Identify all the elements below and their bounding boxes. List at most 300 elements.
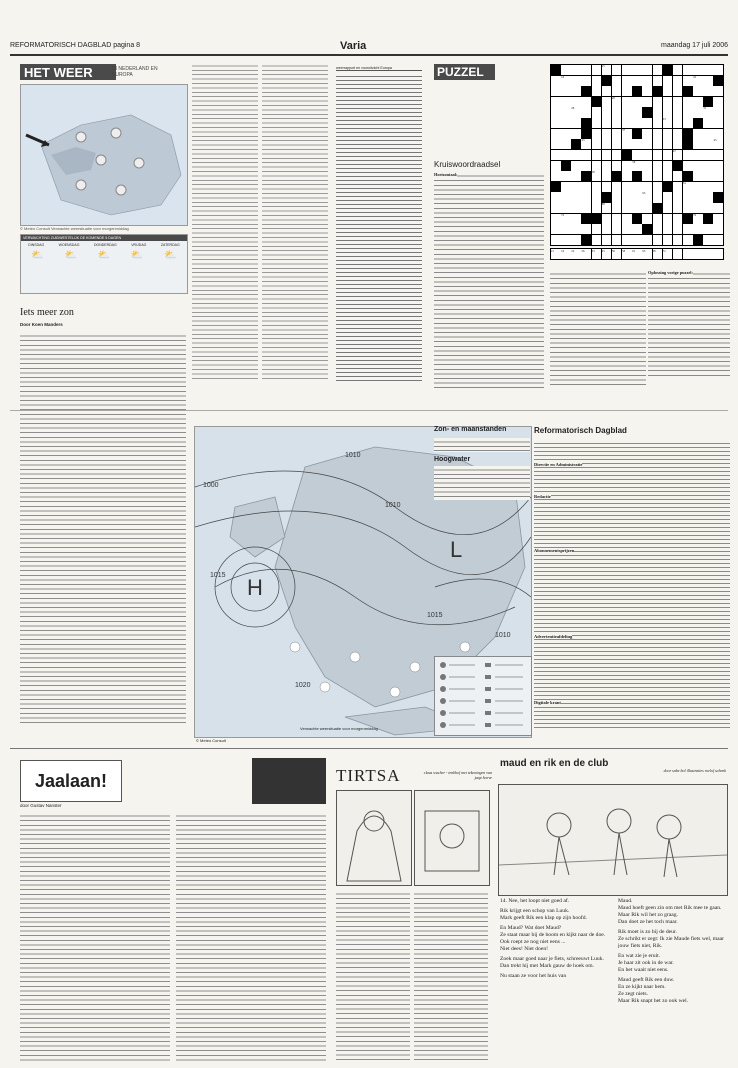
crossword-cell[interactable] [663, 182, 673, 192]
crossword-cell[interactable] [632, 139, 642, 149]
crossword-cell[interactable] [703, 129, 713, 139]
solution-cell[interactable]: 22 [571, 249, 581, 259]
crossword-cell[interactable] [632, 224, 642, 234]
crossword-cell[interactable] [663, 192, 673, 202]
crossword-cell[interactable] [561, 86, 571, 96]
crossword-cell[interactable] [602, 97, 612, 107]
crossword-cell[interactable] [602, 139, 612, 149]
crossword-cell[interactable] [581, 129, 591, 139]
crossword-cell[interactable] [632, 203, 642, 213]
crossword-cell[interactable] [653, 203, 663, 213]
crossword-cell[interactable] [683, 192, 693, 202]
crossword-cell[interactable] [571, 129, 581, 139]
crossword-cell[interactable] [622, 139, 632, 149]
solution-cell[interactable]: 15 [551, 249, 561, 259]
crossword-cell[interactable] [673, 192, 683, 202]
crossword-cell[interactable] [612, 118, 622, 128]
crossword-cell[interactable] [663, 86, 673, 96]
crossword-cell[interactable] [551, 235, 561, 245]
crossword-cell[interactable] [673, 235, 683, 245]
crossword-cell[interactable] [571, 182, 581, 192]
crossword-cell[interactable] [561, 150, 571, 160]
crossword-cell[interactable] [561, 171, 571, 181]
crossword-cell[interactable] [642, 86, 652, 96]
crossword-cell[interactable] [653, 118, 663, 128]
crossword-cell[interactable] [561, 65, 571, 75]
crossword-cell[interactable] [581, 182, 591, 192]
crossword-cell[interactable] [663, 97, 673, 107]
crossword-cell[interactable] [612, 76, 622, 86]
crossword-cell[interactable] [653, 224, 663, 234]
crossword-cell[interactable] [632, 76, 642, 86]
crossword-cell[interactable] [551, 203, 561, 213]
crossword-cell[interactable] [561, 139, 571, 149]
crossword-cell[interactable] [581, 224, 591, 234]
crossword-cell[interactable] [693, 235, 703, 245]
crossword-cell[interactable] [693, 97, 703, 107]
crossword-cell[interactable] [602, 182, 612, 192]
crossword-cell[interactable] [653, 65, 663, 75]
crossword-cell[interactable] [673, 65, 683, 75]
crossword-cell[interactable] [592, 65, 602, 75]
crossword-cell[interactable] [713, 161, 723, 171]
crossword-cell[interactable] [713, 150, 723, 160]
crossword-cell[interactable] [653, 139, 663, 149]
crossword-cell[interactable] [602, 76, 612, 86]
crossword-cell[interactable] [673, 203, 683, 213]
crossword-cell[interactable] [653, 107, 663, 117]
solution-cell[interactable]: 65 [642, 249, 652, 259]
crossword-cell[interactable] [713, 129, 723, 139]
crossword-cell[interactable] [581, 235, 591, 245]
crossword-cell[interactable] [673, 161, 683, 171]
crossword-cell[interactable]: 65 [642, 192, 652, 202]
crossword-cell[interactable] [551, 161, 561, 171]
crossword-cell[interactable] [642, 171, 652, 181]
crossword-cell[interactable] [612, 171, 622, 181]
crossword-cell[interactable] [571, 214, 581, 224]
crossword-cell[interactable]: 61 [683, 182, 693, 192]
crossword-cell[interactable] [663, 139, 673, 149]
crossword-cell[interactable]: 45 [713, 139, 723, 149]
crossword-cell[interactable] [703, 171, 713, 181]
crossword-cell[interactable] [703, 150, 713, 160]
crossword-cell[interactable] [703, 224, 713, 234]
crossword-cell[interactable] [713, 65, 723, 75]
crossword-cell[interactable] [653, 171, 663, 181]
crossword-cell[interactable] [642, 235, 652, 245]
crossword-cell[interactable] [632, 86, 642, 96]
crossword-cell[interactable] [571, 76, 581, 86]
crossword-cell[interactable] [663, 76, 673, 86]
crossword-cell[interactable]: 16 [561, 76, 571, 86]
crossword-cell[interactable]: 31 [703, 107, 713, 117]
crossword-cell[interactable] [663, 129, 673, 139]
crossword-cell[interactable] [693, 65, 703, 75]
crossword-cell[interactable] [592, 203, 602, 213]
crossword-cell[interactable] [551, 182, 561, 192]
crossword-cell[interactable] [703, 235, 713, 245]
crossword-cell[interactable] [642, 203, 652, 213]
crossword-cell[interactable] [703, 118, 713, 128]
crossword-cell[interactable] [622, 224, 632, 234]
crossword-cell[interactable] [551, 107, 561, 117]
crossword-cell[interactable] [602, 224, 612, 234]
crossword-cell[interactable] [592, 150, 602, 160]
crossword-grid[interactable] [550, 64, 724, 246]
crossword-cell[interactable]: 58 [592, 171, 602, 181]
solution-cell[interactable] [703, 249, 713, 259]
crossword-cell[interactable] [632, 129, 642, 139]
crossword-cell[interactable] [663, 65, 673, 75]
crossword-cell[interactable] [612, 86, 622, 96]
crossword-cell[interactable] [653, 76, 663, 86]
crossword-cell[interactable] [561, 107, 571, 117]
crossword-cell[interactable] [551, 171, 561, 181]
crossword-cell[interactable] [703, 161, 713, 171]
crossword-cell[interactable] [602, 192, 612, 202]
crossword-cell[interactable] [571, 139, 581, 149]
crossword-cell[interactable] [571, 65, 581, 75]
crossword-cell[interactable] [642, 107, 652, 117]
crossword-cell[interactable] [602, 86, 612, 96]
crossword-cell[interactable] [653, 192, 663, 202]
crossword-cell[interactable] [673, 214, 683, 224]
crossword-cell[interactable]: 76 [693, 214, 703, 224]
crossword-cell[interactable] [632, 214, 642, 224]
crossword-cell[interactable] [683, 76, 693, 86]
crossword-cell[interactable] [642, 139, 652, 149]
crossword-cell[interactable] [612, 161, 622, 171]
crossword-cell[interactable] [683, 107, 693, 117]
crossword-cell[interactable] [693, 86, 703, 96]
crossword-cell[interactable] [592, 139, 602, 149]
crossword-cell[interactable] [551, 214, 561, 224]
crossword-cell[interactable] [642, 224, 652, 234]
crossword-cell[interactable] [622, 118, 632, 128]
crossword-cell[interactable] [602, 171, 612, 181]
crossword-cell[interactable] [673, 182, 683, 192]
crossword-cell[interactable] [683, 161, 693, 171]
crossword-cell[interactable] [673, 97, 683, 107]
crossword-cell[interactable] [612, 224, 622, 234]
crossword-cell[interactable] [592, 118, 602, 128]
crossword-cell[interactable] [551, 65, 561, 75]
crossword-cell[interactable] [571, 171, 581, 181]
crossword-cell[interactable] [612, 182, 622, 192]
crossword-cell[interactable] [683, 129, 693, 139]
crossword-cell[interactable] [632, 97, 642, 107]
crossword-cell[interactable] [551, 129, 561, 139]
crossword-cell[interactable] [581, 118, 591, 128]
crossword-cell[interactable] [581, 107, 591, 117]
crossword-cell[interactable] [642, 65, 652, 75]
crossword-cell[interactable] [703, 139, 713, 149]
crossword-cell[interactable] [713, 107, 723, 117]
crossword-cell[interactable] [581, 86, 591, 96]
crossword-cell[interactable] [683, 65, 693, 75]
crossword-cell[interactable] [673, 224, 683, 234]
crossword-cell[interactable] [581, 192, 591, 202]
solution-cell[interactable]: 26 [581, 249, 591, 259]
crossword-cell[interactable] [561, 97, 571, 107]
crossword-cell[interactable]: 22 [693, 76, 703, 86]
crossword-cell[interactable]: 68 [602, 203, 612, 213]
crossword-cell[interactable] [713, 118, 723, 128]
crossword-cell[interactable] [693, 150, 703, 160]
crossword-cell[interactable] [622, 203, 632, 213]
crossword-cell[interactable] [602, 118, 612, 128]
crossword-cell[interactable] [693, 203, 703, 213]
crossword-cell[interactable] [551, 97, 561, 107]
crossword-cell[interactable] [571, 150, 581, 160]
crossword-cell[interactable] [561, 224, 571, 234]
crossword-cell[interactable] [592, 182, 602, 192]
crossword-cell[interactable] [653, 182, 663, 192]
crossword-cell[interactable]: 43 [581, 139, 591, 149]
crossword-cell[interactable] [642, 118, 652, 128]
crossword-cell[interactable] [673, 139, 683, 149]
crossword-cell[interactable] [561, 192, 571, 202]
crossword-cell[interactable] [581, 97, 591, 107]
crossword-cell[interactable] [602, 150, 612, 160]
solution-cell[interactable]: 45 [602, 249, 612, 259]
crossword-cell[interactable] [663, 150, 673, 160]
crossword-cell[interactable] [683, 118, 693, 128]
solution-cell[interactable]: 68 [653, 249, 663, 259]
crossword-cell[interactable] [561, 182, 571, 192]
crossword-cell[interactable] [561, 203, 571, 213]
crossword-cell[interactable] [561, 129, 571, 139]
crossword-cell[interactable] [653, 86, 663, 96]
crossword-cell[interactable] [581, 65, 591, 75]
crossword-cell[interactable] [673, 76, 683, 86]
crossword-cell[interactable] [571, 192, 581, 202]
crossword-cell[interactable] [581, 203, 591, 213]
crossword-cell[interactable] [693, 107, 703, 117]
crossword-cell[interactable] [673, 129, 683, 139]
crossword-cell[interactable] [551, 76, 561, 86]
crossword-cell[interactable] [571, 235, 581, 245]
crossword-cell[interactable] [612, 129, 622, 139]
crossword-cell[interactable] [592, 86, 602, 96]
crossword-cell[interactable] [592, 76, 602, 86]
crossword-cell[interactable] [551, 118, 561, 128]
crossword-cell[interactable] [683, 150, 693, 160]
crossword-cell[interactable] [632, 65, 642, 75]
crossword-cell[interactable] [713, 224, 723, 234]
crossword-cell[interactable]: 37 [622, 129, 632, 139]
crossword-cell[interactable] [693, 171, 703, 181]
crossword-cell[interactable] [571, 86, 581, 96]
crossword-cell[interactable]: 28 [571, 107, 581, 117]
crossword-cell[interactable] [592, 97, 602, 107]
crossword-cell[interactable] [653, 214, 663, 224]
crossword-cell[interactable] [592, 161, 602, 171]
crossword-cell[interactable] [663, 171, 673, 181]
crossword-cell[interactable] [612, 235, 622, 245]
crossword-cell[interactable] [703, 76, 713, 86]
crossword-cell[interactable] [632, 150, 642, 160]
crossword-cell[interactable] [551, 150, 561, 160]
crossword-cell[interactable] [713, 214, 723, 224]
crossword-cell[interactable] [703, 97, 713, 107]
crossword-cell[interactable] [713, 192, 723, 202]
crossword-cell[interactable] [703, 65, 713, 75]
solution-cell[interactable] [673, 249, 683, 259]
crossword-cell[interactable] [622, 214, 632, 224]
crossword-cell[interactable]: 72 [561, 214, 571, 224]
crossword-cell[interactable] [673, 107, 683, 117]
crossword-cell[interactable]: 33 [663, 118, 673, 128]
crossword-cell[interactable] [622, 192, 632, 202]
crossword-cell[interactable] [622, 182, 632, 192]
crossword-cell[interactable] [551, 192, 561, 202]
crossword-cell[interactable] [713, 97, 723, 107]
crossword-cell[interactable] [622, 150, 632, 160]
solution-cell[interactable]: 61 [632, 249, 642, 259]
crossword-cell[interactable] [663, 224, 673, 234]
crossword-cell[interactable] [642, 161, 652, 171]
crossword-cell[interactable] [713, 235, 723, 245]
crossword-cell[interactable] [632, 182, 642, 192]
solution-cell[interactable] [693, 249, 703, 259]
crossword-cell[interactable] [683, 97, 693, 107]
crossword-cell[interactable] [663, 235, 673, 245]
solution-cell[interactable] [713, 249, 723, 259]
crossword-cell[interactable] [632, 171, 642, 181]
crossword-cell[interactable] [581, 76, 591, 86]
solution-cell[interactable]: 58 [622, 249, 632, 259]
crossword-cell[interactable] [622, 86, 632, 96]
crossword-cell[interactable] [673, 86, 683, 96]
crossword-cell[interactable] [683, 139, 693, 149]
crossword-cell[interactable] [602, 129, 612, 139]
crossword-cell[interactable] [612, 65, 622, 75]
crossword-cell[interactable] [663, 161, 673, 171]
crossword-cell[interactable] [592, 214, 602, 224]
crossword-cell[interactable] [673, 118, 683, 128]
crossword-cell[interactable] [663, 203, 673, 213]
solution-cell[interactable]: 56 [612, 249, 622, 259]
crossword-cell[interactable] [612, 192, 622, 202]
crossword-cell[interactable] [561, 161, 571, 171]
crossword-cell[interactable] [632, 192, 642, 202]
crossword-cell[interactable] [693, 224, 703, 234]
crossword-cell[interactable] [612, 150, 622, 160]
crossword-cell[interactable] [653, 161, 663, 171]
crossword-cell[interactable] [653, 97, 663, 107]
crossword-cell[interactable]: 47 [673, 150, 683, 160]
crossword-cell[interactable] [693, 118, 703, 128]
crossword-cell[interactable] [622, 97, 632, 107]
crossword-cell[interactable] [632, 235, 642, 245]
crossword-cell[interactable] [581, 150, 591, 160]
crossword-cell[interactable] [592, 107, 602, 117]
crossword-cell[interactable] [612, 107, 622, 117]
crossword-cell[interactable] [561, 118, 571, 128]
crossword-cell[interactable] [713, 203, 723, 213]
crossword-cell[interactable] [642, 150, 652, 160]
solution-cell[interactable]: 16 [561, 249, 571, 259]
crossword-cell[interactable] [642, 76, 652, 86]
crossword-cell[interactable] [693, 139, 703, 149]
crossword-cell[interactable] [632, 107, 642, 117]
crossword-cell[interactable] [703, 192, 713, 202]
crossword-cell[interactable] [612, 203, 622, 213]
crossword-cell[interactable] [551, 224, 561, 234]
crossword-cell[interactable] [673, 171, 683, 181]
crossword-cell[interactable] [571, 118, 581, 128]
solution-strip[interactable] [550, 248, 724, 260]
crossword-cell[interactable] [612, 139, 622, 149]
crossword-cell[interactable] [551, 86, 561, 96]
crossword-cell[interactable] [602, 214, 612, 224]
crossword-cell[interactable] [592, 192, 602, 202]
solution-cell[interactable]: 33 [592, 249, 602, 259]
crossword-cell[interactable]: 15 [602, 65, 612, 75]
crossword-cell[interactable] [632, 118, 642, 128]
crossword-cell[interactable] [703, 214, 713, 224]
crossword-cell[interactable] [571, 203, 581, 213]
crossword-cell[interactable] [683, 203, 693, 213]
crossword-cell[interactable] [571, 224, 581, 234]
crossword-cell[interactable] [622, 107, 632, 117]
crossword-cell[interactable] [642, 129, 652, 139]
crossword-cell[interactable] [612, 214, 622, 224]
crossword-cell[interactable] [663, 107, 673, 117]
crossword-cell[interactable] [693, 129, 703, 139]
crossword-cell[interactable] [642, 214, 652, 224]
solution-cell[interactable]: 72 [663, 249, 673, 259]
crossword-cell[interactable] [693, 161, 703, 171]
crossword-cell[interactable] [653, 129, 663, 139]
crossword-cell[interactable] [653, 235, 663, 245]
crossword-cell[interactable] [703, 182, 713, 192]
crossword-cell[interactable] [663, 214, 673, 224]
crossword-cell[interactable] [622, 235, 632, 245]
crossword-cell[interactable] [602, 235, 612, 245]
crossword-cell[interactable] [602, 107, 612, 117]
crossword-cell[interactable] [622, 76, 632, 86]
crossword-cell[interactable] [683, 214, 693, 224]
crossword-cell[interactable] [693, 192, 703, 202]
crossword-cell[interactable] [581, 214, 591, 224]
solution-cell[interactable] [683, 249, 693, 259]
crossword-cell[interactable] [592, 235, 602, 245]
crossword-cell[interactable] [602, 161, 612, 171]
crossword-cell[interactable] [581, 161, 591, 171]
crossword-cell[interactable] [703, 203, 713, 213]
crossword-cell[interactable] [653, 150, 663, 160]
crossword-cell[interactable] [683, 224, 693, 234]
crossword-cell[interactable] [713, 182, 723, 192]
crossword-cell[interactable] [622, 161, 632, 171]
crossword-cell[interactable] [713, 76, 723, 86]
crossword-cell[interactable] [642, 182, 652, 192]
crossword-cell[interactable] [551, 139, 561, 149]
crossword-cell[interactable] [622, 65, 632, 75]
crossword-cell[interactable] [703, 86, 713, 96]
crossword-cell[interactable] [693, 182, 703, 192]
crossword-cell[interactable] [592, 224, 602, 234]
crossword-cell[interactable] [622, 171, 632, 181]
crossword-cell[interactable] [571, 97, 581, 107]
crossword-cell[interactable] [683, 235, 693, 245]
crossword-cell[interactable] [592, 129, 602, 139]
crossword-cell[interactable]: 26 [612, 97, 622, 107]
crossword-cell[interactable] [571, 161, 581, 171]
